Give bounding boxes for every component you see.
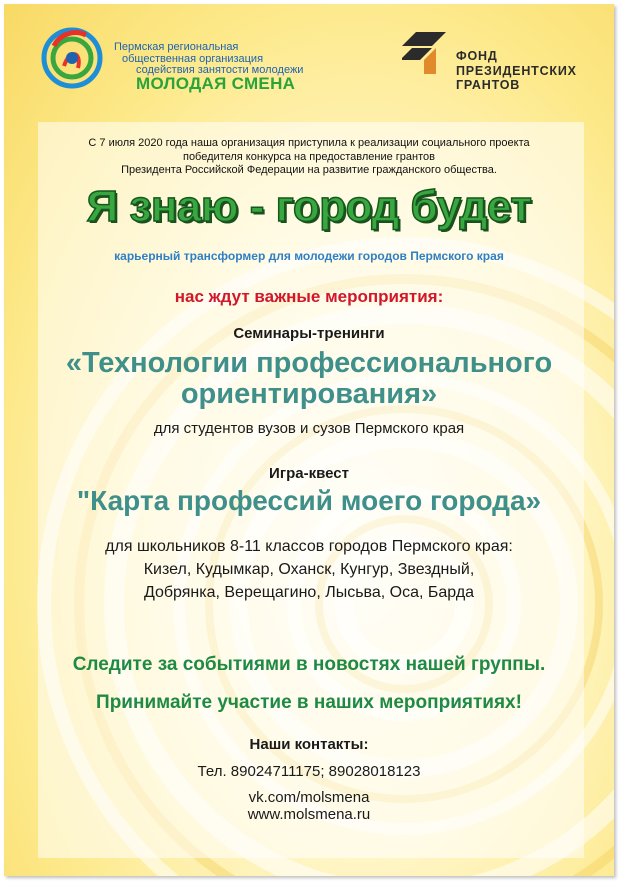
- call-participate: Принимайте участие в наших мероприятиях!: [96, 692, 522, 713]
- fond-name: [456, 49, 577, 93]
- intro-line: Президента Российской Федерации на развитие гражданского общества.: [121, 164, 497, 176]
- project-title: Я знаю - город будет: [86, 182, 532, 231]
- fond-line-3: ГРАНТОВ: [456, 78, 521, 92]
- event2-audience-line: Кизел, Кудымкар, Оханск, Кунгур, Звездный,: [143, 561, 475, 578]
- event2-type: Игра-квест: [269, 465, 349, 482]
- call-follow: Следите за событиями в новостях нашей группы.: [72, 654, 546, 675]
- contacts-vk-link[interactable]: vk.com/molsmena: [248, 789, 370, 806]
- molodaya-smena-logo-icon: [40, 26, 104, 90]
- event2-audience: [4, 535, 614, 604]
- intro-text: [4, 137, 614, 178]
- org-line-3: содействия занятости молодежи: [136, 64, 304, 76]
- org-description: [114, 42, 314, 77]
- event2-audience-line: для школьников 8-11 классов городов Пермского края:: [105, 538, 513, 555]
- contacts-site-link[interactable]: www.molsmena.ru: [247, 806, 371, 823]
- poster: [4, 4, 614, 876]
- intro-line: победителя конкурса на предоставление грантов: [182, 150, 435, 163]
- project-subtitle: карьерный трансформер для молодежи городов Пермского края: [114, 249, 504, 263]
- event1-title-line: ориентирования»: [180, 378, 438, 410]
- fond-line-1: ФОНД: [456, 49, 498, 63]
- org-name: МОЛОДАЯ СМЕНА: [136, 74, 296, 93]
- fond-logo-icon: [402, 32, 448, 74]
- event1-audience: для студентов вузов и сузов Пермского края: [153, 420, 465, 437]
- org-line-2: общественная организация: [122, 52, 264, 65]
- event1-type: Семинары-тренинги: [233, 325, 385, 342]
- event2-audience-line: Добрянка, Верещагино, Лысьва, Оса, Барда: [143, 584, 475, 601]
- events-heading: нас ждут важные мероприятия:: [174, 287, 444, 306]
- contacts-heading: Наши контакты:: [249, 736, 369, 753]
- fond-line-2: ПРЕЗИДЕНТСКИХ: [456, 63, 577, 78]
- intro-line: С 7 июля 2020 года наша организация приступила к реализации социального проекта: [88, 137, 530, 149]
- contacts-phone: Тел. 89024711175; 89028018123: [197, 763, 421, 780]
- event1-title-line: «Технологии профессионального: [65, 347, 553, 379]
- event1-title: [4, 348, 614, 410]
- org-line-1: Пермская региональная: [114, 41, 239, 53]
- event2-title: "Карта профессий моего города»: [76, 485, 542, 516]
